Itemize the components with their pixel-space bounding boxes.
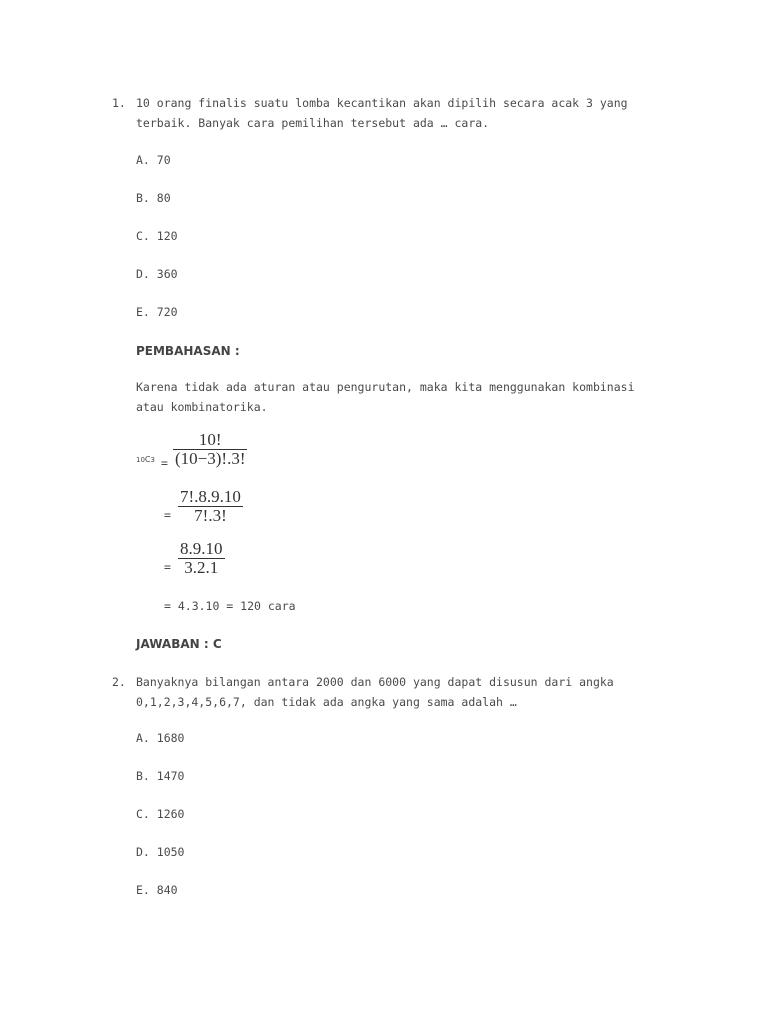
question-1-option-c: C. 120 (136, 229, 178, 243)
question-2-option-e: E. 840 (136, 883, 178, 897)
step-2-denominator: 7!.3! (194, 506, 227, 525)
combination-c: C (144, 455, 151, 464)
solution-explanation-line-2: atau kombinatorika. (136, 400, 268, 414)
question-2-text-line-2: 0,1,2,3,4,5,6,7, dan tidak ada angka yang sama adalah … (136, 695, 517, 709)
solution-explanation-line-1: Karena tidak ada aturan atau pengurutan, maka kita menggunakan kombinasi (136, 380, 635, 394)
question-2-option-a: A. 1680 (136, 731, 185, 745)
question-2-option-c: C. 1260 (136, 807, 185, 821)
solution-heading: PEMBAHASAN : (136, 344, 240, 358)
step-2-numerator: 7!.8.9.10 (180, 487, 241, 506)
combination-n: 10 (136, 456, 145, 464)
question-2-number: 2. (112, 675, 126, 689)
step-3-fraction (178, 540, 225, 577)
answer-label: JAWABAN : C (136, 637, 222, 651)
question-1-number: 1. (112, 96, 126, 110)
question-1-option-b: B. 80 (136, 191, 171, 205)
question-1-text-line-1: 10 orang finalis suatu lomba kecantikan akan dipilih secara acak 3 yang (136, 96, 628, 110)
combination-label (136, 455, 155, 464)
question-2-text-line-1: Banyaknya bilangan antara 2000 dan 6000 yang dapat disusun dari angka (136, 675, 614, 689)
question-2-option-b: B. 1470 (136, 769, 185, 783)
step-3-numerator: 8.9.10 (180, 539, 223, 558)
question-1-text-line-2: terbaik. Banyak cara pemilihan tersebut ada … cara. (136, 116, 490, 130)
step-1-denominator: (10−3)!.3! (175, 449, 246, 468)
question-1-option-d: D. 360 (136, 267, 178, 281)
solution-final-line: = 4.3.10 = 120 cara (164, 599, 296, 613)
question-1-option-a: A. 70 (136, 153, 171, 167)
step-2-equals: = (164, 508, 171, 522)
combination-r: 3 (150, 456, 155, 464)
step-3-denominator: 3.2.1 (184, 558, 219, 577)
step-1-fraction (173, 431, 247, 468)
question-2-option-d: D. 1050 (136, 845, 185, 859)
step-1-numerator: 10! (198, 430, 222, 449)
question-1-option-e: E. 720 (136, 305, 178, 319)
step-3-equals: = (164, 560, 171, 574)
step-2-fraction (178, 488, 243, 525)
step-1-equals: = (161, 456, 168, 470)
